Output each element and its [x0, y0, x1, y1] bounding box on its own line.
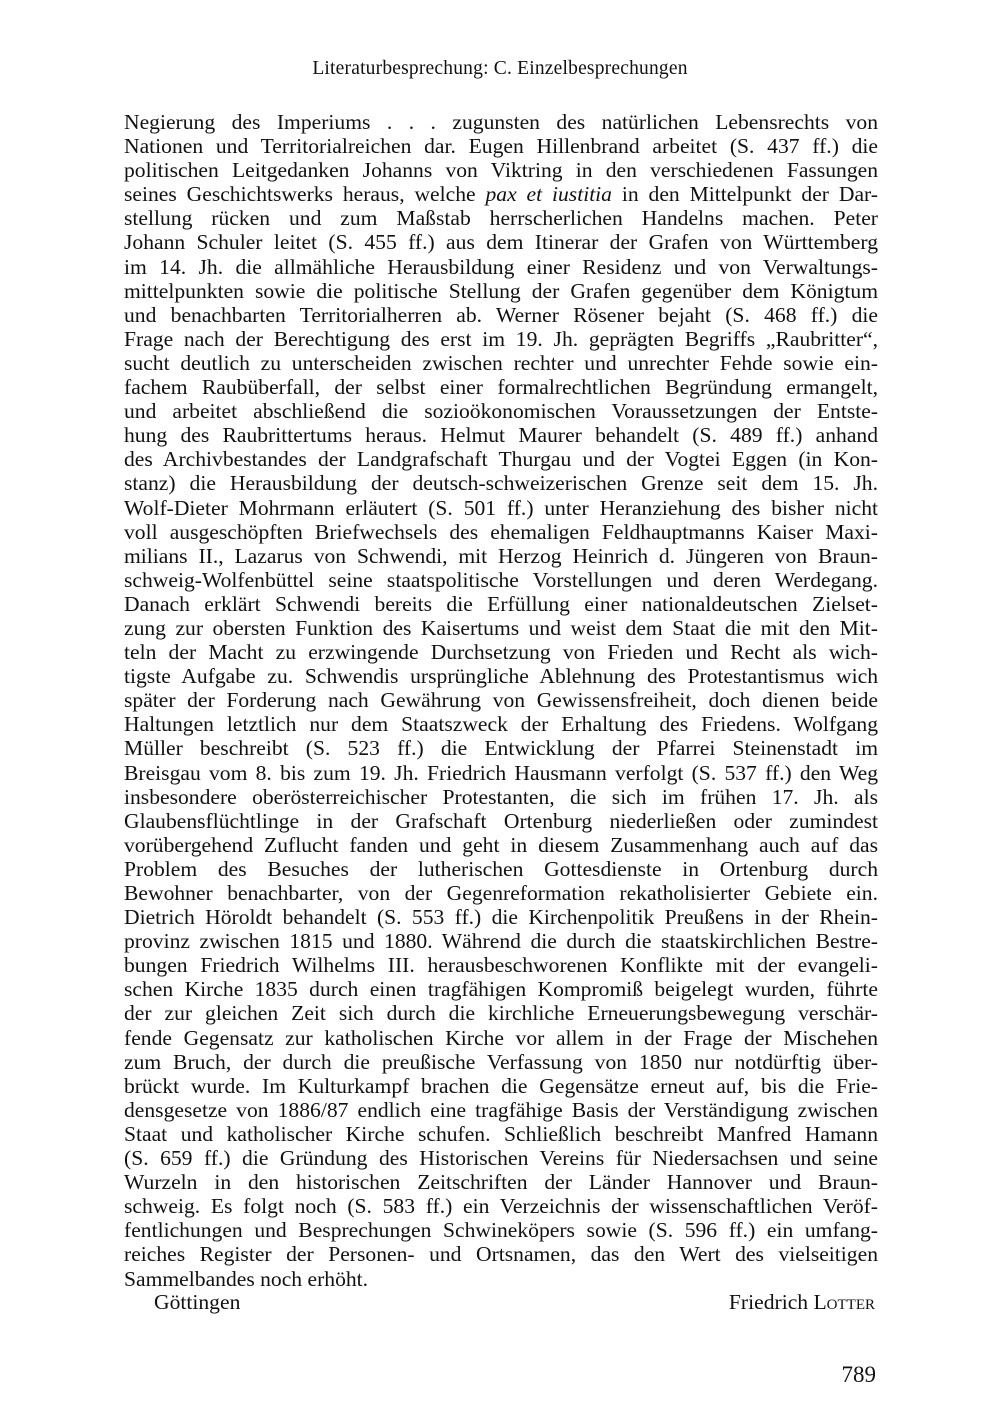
body-line: seines Geschichtswerks heraus, welche pax et iustitia in den Mittelpunkt der Dar-	[124, 182, 878, 207]
body-line: reiches Register der Personen- und Ortsnamen, das den Wert des vielseitigen	[124, 1242, 878, 1267]
body-line: und benachbarten Territorialherren ab. Werner Rösener bejaht (S. 468 ff.) die	[124, 302, 878, 327]
body-line: des Archivbestandes der Landgrafschaft Thurgau und der Vogtei Eggen (in Kon-	[124, 447, 878, 472]
body-line: stanz) die Herausbildung der deutsch-schweizerischen Grenze seit dem 15. Jh.	[124, 471, 878, 496]
body-line: bungen Friedrich Wilhelms III. herausbeschworenen Konflikte mit der evangeli-	[124, 953, 878, 978]
body-line: brückt wurde. Im Kulturkampf brachen die Gegensätze erneut auf, bis die Frie-	[124, 1073, 878, 1098]
body-line: stellung rücken und zum Maßstab herrscherlichen Handelns machen. Peter	[124, 206, 878, 231]
body-line: der zur gleichen Zeit sich durch die kirchliche Erneuerungsbewegung verschär-	[124, 1001, 878, 1026]
body-line: densgesetze von 1886/87 endlich eine tragfähige Basis der Verständigung zwischen	[124, 1097, 878, 1122]
body-line: milians II., Lazarus von Schwendi, mit Herzog Heinrich d. Jüngeren von Braun-	[124, 543, 878, 568]
body-line: hung des Raubrittertums heraus. Helmut Maurer behandelt (S. 489 ff.) anhand	[124, 423, 878, 448]
body-line: Müller beschreibt (S. 523 ff.) die Entwicklung der Pfarrei Steinenstadt im	[124, 736, 878, 761]
body-line: fende Gegensatz zur katholischen Kirche vor allem in der Frage der Mischehen	[124, 1025, 878, 1050]
signature-author	[729, 1290, 875, 1314]
body-line: fentlichungen und Besprechungen Schwineköpers sowie (S. 596 ff.) ein umfang-	[124, 1218, 878, 1243]
body-line: vorübergehend Zuflucht fanden und geht in diesem Zusammenhang auch auf das	[124, 832, 878, 857]
body-line: Breisgau vom 8. bis zum 19. Jh. Friedrich Hausmann verfolgt (S. 537 ff.) den Weg	[124, 760, 878, 785]
page-number: 789	[841, 1362, 876, 1387]
italic-phrase: pax et iustitia	[485, 182, 612, 207]
body-line: politischen Leitgedanken Johanns von Viktring in den verschiedenen Fassungen	[124, 158, 878, 183]
body-line: schweig. Es folgt noch (S. 583 ff.) ein Verzeichnis der wissenschaftlichen Veröf-	[124, 1194, 878, 1219]
author-first-name: Friedrich	[728, 1290, 809, 1314]
body-line: Glaubensflüchtlinge in der Grafschaft Ortenburg niederließen oder zumindest	[124, 808, 878, 833]
body-line: Frage nach der Berechtigung des erst im 19. Jh. geprägten Begriffs „Raubritter“,	[124, 326, 878, 351]
body-line: im 14. Jh. die allmähliche Herausbildung einer Residenz und von Verwaltungs-	[124, 254, 878, 279]
running-header: Literaturbesprechung: C. Einzelbesprechungen	[312, 58, 688, 79]
review-body-text	[124, 110, 878, 1291]
body-line: Staat und katholischer Kirche schufen. Schließlich beschreibt Manfred Hamann	[124, 1121, 878, 1146]
body-line: Dietrich Höroldt behandelt (S. 553 ff.) die Kirchenpolitik Preußens in der Rhein-	[124, 905, 878, 930]
signature-place: Göttingen	[154, 1290, 241, 1314]
body-line: Johann Schuler leitet (S. 455 ff.) aus dem Itinerar der Grafen von Württemberg	[124, 230, 878, 255]
body-line: tigste Aufgabe zu. Schwendis ursprüngliche Ablehnung des Protestantismus wich	[124, 664, 878, 689]
body-line: voll ausgeschöpften Briefwechsels des ehemaligen Feldhauptmanns Kaiser Maxi-	[124, 519, 878, 544]
body-line: Haltungen letztlich nur dem Staatszweck der Erhaltung des Friedens. Wolfgang	[124, 712, 878, 737]
body-line: Bewohner benachbarter, von der Gegenreformation rekatholisierter Gebiete ein.	[124, 881, 878, 905]
body-line: Problem des Besuches der lutherischen Gottesdienste in Ortenburg durch	[124, 856, 878, 881]
body-line: mittelpunkten sowie die politische Stellung der Grafen gegenüber dem Königtum	[124, 278, 878, 303]
body-line: Wurzeln in den historischen Zeitschriften der Länder Hannover und Braun-	[124, 1170, 878, 1195]
body-line: Nationen und Territorialreichen dar. Eugen Hillenbrand arbeitet (S. 437 ff.) die	[124, 134, 878, 159]
body-line: sucht deutlich zu unterscheiden zwischen rechter und unrechter Fehde sowie ein-	[124, 350, 878, 375]
body-line: Sammelbandes noch erhöht.	[124, 1266, 369, 1291]
body-line: insbesondere oberösterreichischer Protestanten, die sich im frühen 17. Jh. als	[124, 784, 878, 809]
body-line: (S. 659 ff.) die Gründung des Historischen Vereins für Niedersachsen und seine	[124, 1146, 878, 1171]
body-line: fachem Raubüberfall, der selbst einer formalrechtlichen Begründung ermangelt,	[124, 375, 878, 400]
body-line: Negierung des Imperiums . . . zugunsten des natürlichen Lebensrechts von	[124, 110, 878, 134]
body-line: provinz zwischen 1815 und 1880. Während die durch die staatskirchlichen Bestre-	[124, 929, 878, 954]
body-line: und arbeitet abschließend die sozioökonomischen Voraussetzungen der Entste-	[124, 399, 878, 424]
author-last-name: Lotter	[813, 1290, 875, 1314]
body-line: später der Forderung nach Gewährung von Gewissensfreiheit, doch dienen beide	[124, 688, 878, 713]
body-line: schen Kirche 1835 durch einen tragfähigen Kompromiß beigelegt wurden, führte	[124, 977, 878, 1002]
body-line: Danach erklärt Schwendi bereits die Erfüllung einer nationaldeutschen Zielset-	[124, 591, 878, 616]
body-line: Wolf-Dieter Mohrmann erläutert (S. 501 ff.) unter Heranziehung des bisher nicht	[124, 495, 878, 520]
body-line: zum Bruch, der durch die preußische Verfassung von 1850 nur notdürftig über-	[124, 1049, 878, 1074]
body-line: zung zur obersten Funktion des Kaisertums und weist dem Staat die mit den Mit-	[124, 615, 878, 640]
body-line: teln der Macht zu erzwingende Durchsetzung von Frieden und Recht als wich-	[124, 640, 878, 665]
body-line: schweig-Wolfenbüttel seine staatspolitische Vorstellungen und deren Werdegang.	[124, 567, 878, 592]
